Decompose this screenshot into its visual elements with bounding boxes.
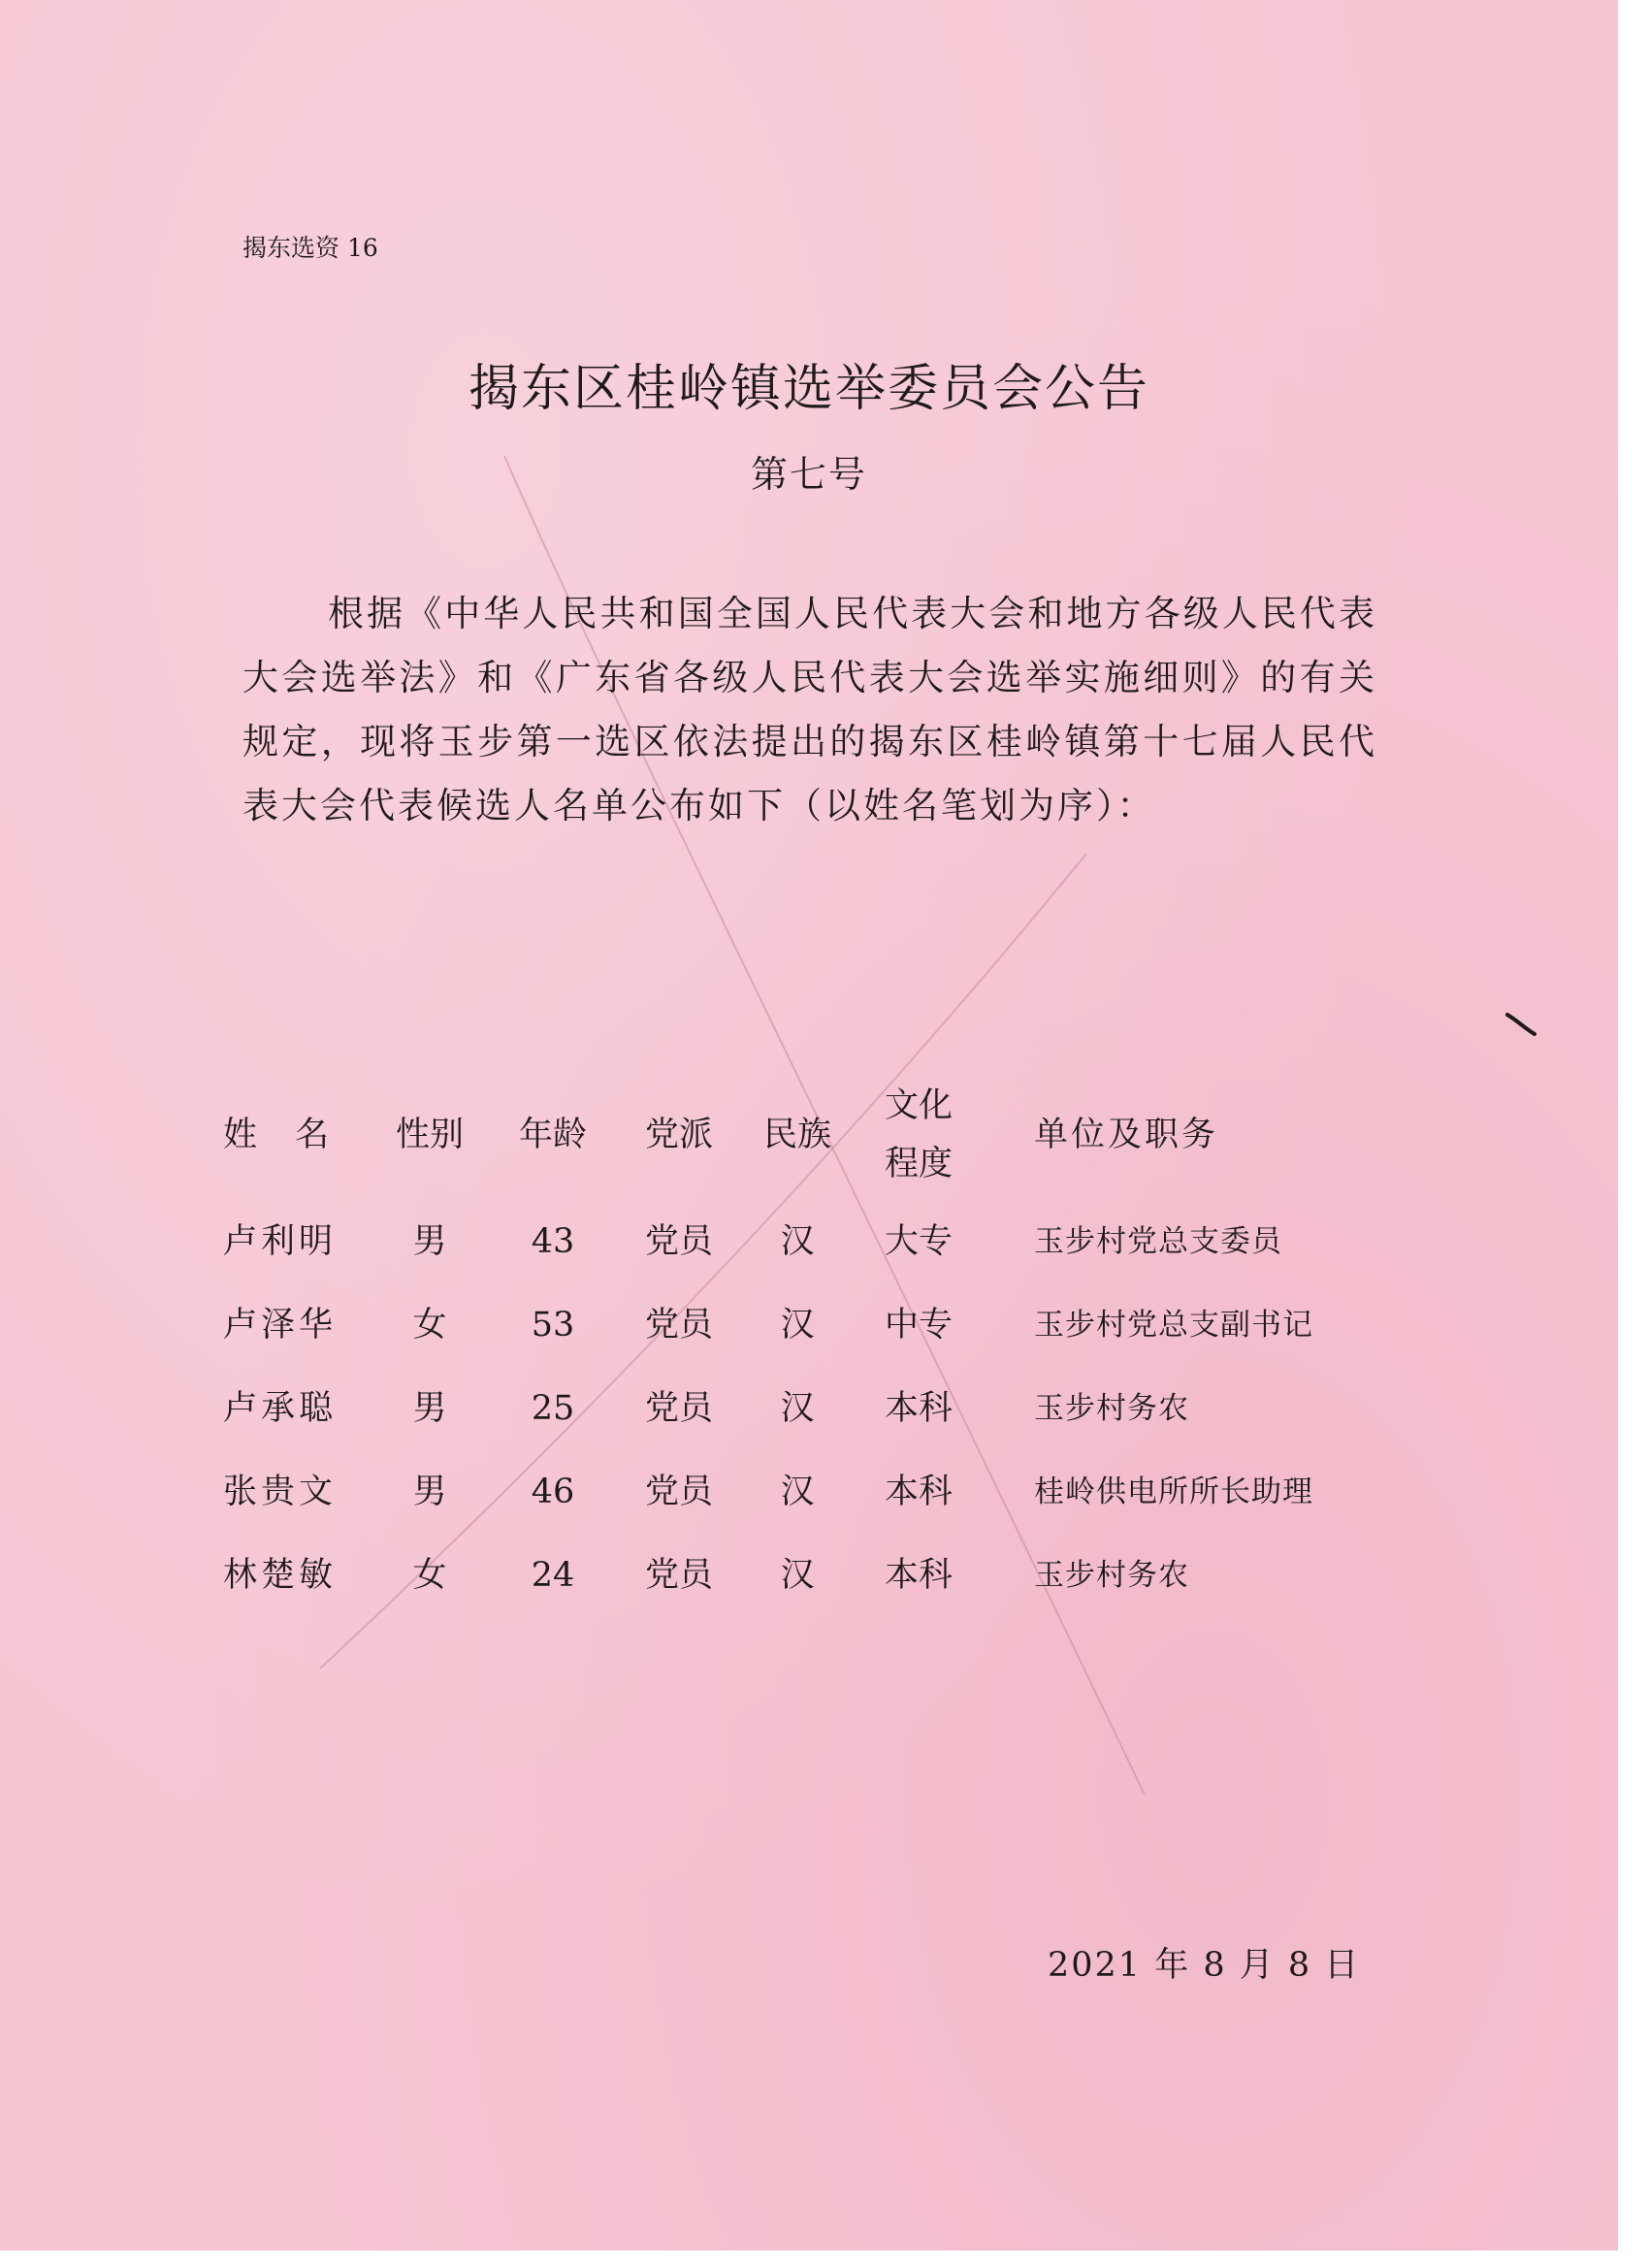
- document-title: 揭东区桂岭镇选举委员会公告: [468, 360, 1149, 418]
- cell-gender: 男: [412, 1222, 447, 1261]
- table-row: [213, 1546, 1416, 1604]
- cell-education: 大专: [884, 1222, 953, 1261]
- cell-education: 本科: [884, 1556, 953, 1595]
- cell-ethnicity: 汉: [780, 1389, 815, 1428]
- header-age: 年龄: [518, 1116, 587, 1154]
- cell-gender: 男: [412, 1389, 447, 1428]
- cell-name: 卢泽华: [223, 1306, 338, 1345]
- cell-party: 党员: [644, 1556, 713, 1595]
- table-row: [213, 1213, 1416, 1271]
- cell-ethnicity: 汉: [780, 1222, 815, 1261]
- table-header-row: [213, 1086, 1416, 1183]
- table-row: [213, 1379, 1416, 1438]
- cell-party: 党员: [644, 1473, 713, 1511]
- cell-ethnicity: 汉: [780, 1556, 815, 1595]
- cell-gender: 女: [412, 1556, 447, 1595]
- cell-education: 本科: [884, 1389, 953, 1428]
- announcement-body: 根据《中华人民共和国全国人民代表大会和地方各级人民代表大会选举法》和《广东省各级人民代表大会选举实施细则》的有关规定，现将玉步第一选区依法提出的揭东区桂岭镇第十七届人民代表大会代表候选人名单公布如下（以姓名笔划为序）：: [242, 593, 1377, 826]
- cell-unit: 玉步村党总支委员: [1034, 1224, 1282, 1259]
- cell-unit: 玉步村务农: [1034, 1558, 1189, 1593]
- header-ethnicity: 民族: [762, 1116, 831, 1154]
- table-row: [213, 1296, 1416, 1354]
- cell-party: 党员: [644, 1389, 713, 1428]
- cell-gender: 男: [412, 1473, 447, 1511]
- cell-education: 中专: [884, 1306, 953, 1345]
- header-name: 姓 名: [223, 1116, 343, 1154]
- cell-age: 53: [531, 1306, 575, 1345]
- document-date: 2021 年 8 月 8 日: [1048, 1946, 1361, 1985]
- header-gender: 性别: [395, 1116, 464, 1154]
- header-education: 文化 程度: [884, 1086, 953, 1183]
- header-party: 党派: [644, 1116, 713, 1154]
- cell-name: 卢承聪: [223, 1389, 338, 1428]
- document-number: 第七号: [750, 453, 867, 496]
- header-unit: 单位及职务: [1034, 1116, 1219, 1154]
- handwritten-tick-mark: [1504, 1009, 1538, 1038]
- cell-party: 党员: [644, 1306, 713, 1345]
- cell-name: 张贵文: [223, 1473, 338, 1511]
- cell-gender: 女: [412, 1306, 447, 1345]
- cell-party: 党员: [644, 1222, 713, 1261]
- cell-age: 43: [531, 1222, 575, 1261]
- cell-age: 46: [531, 1473, 575, 1511]
- table-row: [213, 1463, 1416, 1521]
- cell-age: 24: [531, 1556, 575, 1595]
- cell-ethnicity: 汉: [780, 1473, 815, 1511]
- cell-name: 卢利明: [223, 1222, 338, 1261]
- cell-name: 林楚敏: [223, 1556, 338, 1595]
- cell-ethnicity: 汉: [780, 1306, 815, 1345]
- cell-education: 本科: [884, 1473, 953, 1511]
- cell-unit: 玉步村务农: [1034, 1391, 1189, 1426]
- cell-unit: 玉步村党总支副书记: [1034, 1308, 1313, 1343]
- document-code: 揭东选资 16: [242, 234, 378, 262]
- cell-unit: 桂岭供电所所长助理: [1034, 1474, 1313, 1509]
- cell-age: 25: [531, 1389, 575, 1428]
